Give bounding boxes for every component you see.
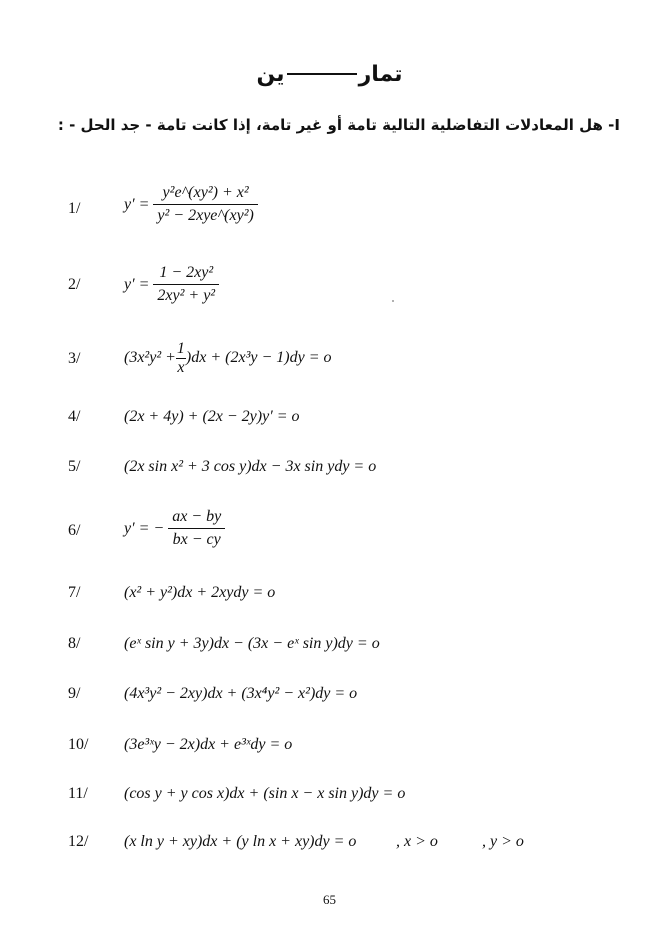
condition-y: , y > o [482, 833, 524, 850]
condition-x: , x > o [396, 833, 438, 850]
fraction-numerator: ax − by [168, 506, 225, 529]
scan-speck [392, 300, 394, 302]
equation-lhs: y′ = [124, 195, 150, 213]
equation [124, 182, 258, 227]
fraction [176, 340, 186, 377]
fraction-denominator: 2xy² + y² [157, 287, 216, 304]
page-number: 65 [323, 892, 336, 907]
equation: (3e³ˣy − 2x)dx + e³ˣdy = o [124, 736, 293, 753]
equation: (x² + y²)dx + 2xydy = o [124, 584, 276, 601]
fraction [153, 262, 219, 307]
equation: (eˣ sin y + 3y)dx − (3x − eˣ sin y)dy = o [124, 635, 380, 652]
equation [124, 262, 219, 307]
exercise-number: 1/ [68, 200, 81, 217]
fraction-numerator: 1 − 2xy² [153, 262, 219, 285]
exercise-number: 2/ [68, 276, 81, 293]
exercise-number: 11/ [68, 785, 88, 802]
equation: (cos y + y cos x)dx + (sin x − x sin y)dy = o [124, 785, 406, 802]
equation-lhs: y′ = − [124, 519, 165, 537]
equation-part: )dx + (2x³y − 1)dy = o [185, 349, 332, 367]
fraction-denominator: y² − 2xye^(xy²) [157, 207, 254, 224]
equation: (2x sin x² + 3 cos y)dx − 3x sin ydy = o [124, 458, 377, 475]
exercise-number: 10/ [68, 736, 89, 753]
equation [124, 506, 225, 551]
fraction-denominator: x [177, 359, 185, 376]
exercise-number: 6/ [68, 522, 81, 539]
fraction-numerator: y²e^(xy²) + x² [153, 182, 257, 205]
instructions-heading: I- هل المعادلات التفاضلية التالية تامة أو غير تامة، إذا كانت تامة - جد الحل - : [57, 116, 620, 134]
equation: (x ln y + xy)dx + (y ln x + xy)dy = o [124, 833, 357, 850]
fraction-denominator: bx − cy [172, 531, 221, 548]
exercise-number: 3/ [68, 350, 81, 367]
title-kashida [287, 73, 357, 75]
exercise-number: 12/ [68, 833, 89, 850]
page-title: تمارين [256, 62, 403, 87]
equation: (2x + 4y) + (2x − 2y)y′ = o [124, 408, 300, 425]
exercise-number: 7/ [68, 584, 81, 601]
equation-lhs: y′ = [124, 275, 150, 293]
equation-part: (3x²y² + [124, 349, 176, 367]
exercise-number: 4/ [68, 408, 81, 425]
exercise-number: 8/ [68, 635, 81, 652]
equation [124, 340, 332, 377]
exercise-number: 5/ [68, 458, 81, 475]
equation: (4x³y² − 2xy)dx + (3x⁴y² − x²)dy = o [124, 685, 358, 702]
fraction [168, 506, 225, 551]
fraction [153, 182, 257, 227]
exercise-number: 9/ [68, 685, 81, 702]
fraction-numerator: 1 [176, 340, 185, 357]
